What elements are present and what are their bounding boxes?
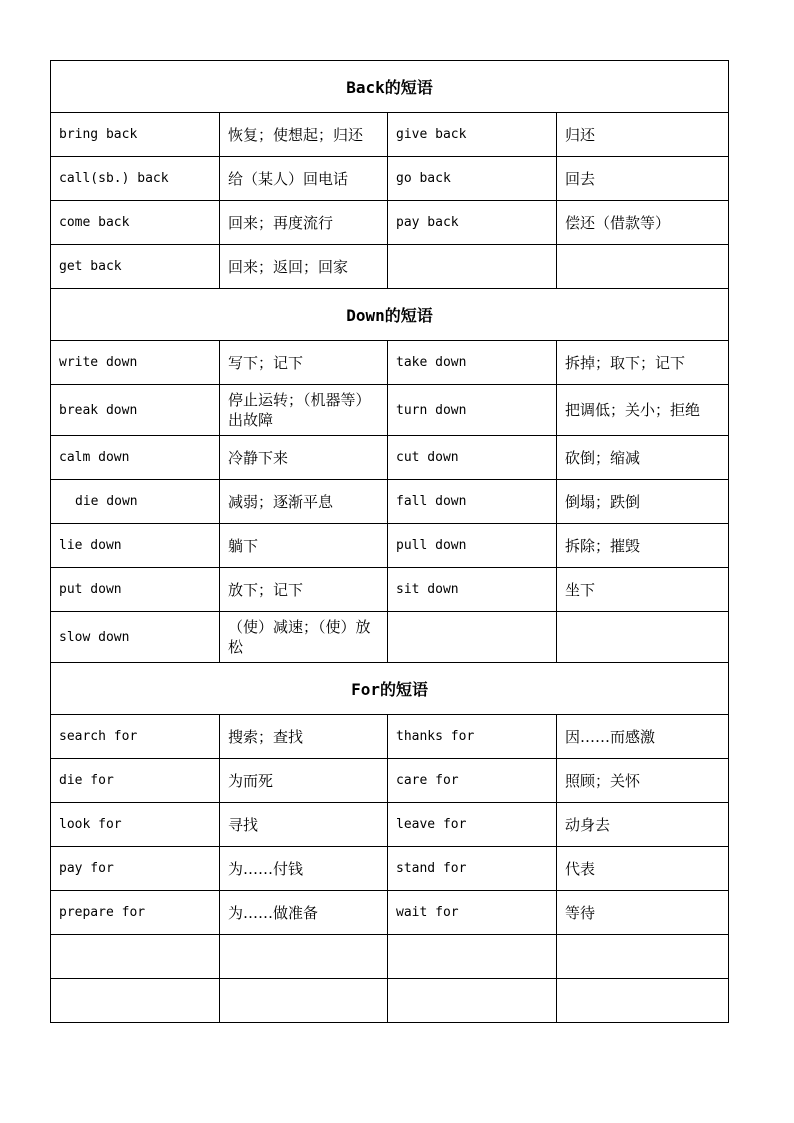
phrase-cell bbox=[388, 979, 557, 1023]
phrase-cell: bring back bbox=[51, 113, 220, 157]
meaning-cell: 砍倒；缩减 bbox=[557, 436, 729, 480]
meaning-cell: 为……付钱 bbox=[220, 847, 388, 891]
meaning-cell: 为而死 bbox=[220, 759, 388, 803]
phrase-cell: come back bbox=[51, 201, 220, 245]
table-row bbox=[51, 341, 729, 385]
phrase-table bbox=[50, 60, 729, 1023]
meaning-cell: 回去 bbox=[557, 157, 729, 201]
phrase-cell bbox=[388, 245, 557, 289]
phrase-cell: go back bbox=[388, 157, 557, 201]
phrase-cell bbox=[51, 979, 220, 1023]
table-row bbox=[51, 385, 729, 436]
table-row bbox=[51, 715, 729, 759]
phrase-cell: prepare for bbox=[51, 891, 220, 935]
meaning-cell: 恢复；使想起；归还 bbox=[220, 113, 388, 157]
table-row bbox=[51, 847, 729, 891]
meaning-cell bbox=[557, 245, 729, 289]
phrase-cell bbox=[51, 935, 220, 979]
section-title: Back的短语 bbox=[51, 61, 729, 113]
section-title: Down的短语 bbox=[51, 289, 729, 341]
table-row bbox=[51, 891, 729, 935]
phrase-cell bbox=[388, 935, 557, 979]
section-header-for bbox=[51, 663, 729, 715]
meaning-cell: 回来；再度流行 bbox=[220, 201, 388, 245]
meaning-cell: 冷静下来 bbox=[220, 436, 388, 480]
meaning-cell: 停止运转；（机器等）出故障 bbox=[220, 385, 388, 436]
phrase-cell: die down bbox=[51, 480, 220, 524]
phrase-cell: pay for bbox=[51, 847, 220, 891]
phrase-cell: leave for bbox=[388, 803, 557, 847]
phrase-cell: give back bbox=[388, 113, 557, 157]
table-row bbox=[51, 803, 729, 847]
section-title: For的短语 bbox=[51, 663, 729, 715]
table-row bbox=[51, 568, 729, 612]
meaning-cell: 动身去 bbox=[557, 803, 729, 847]
meaning-cell: 偿还（借款等） bbox=[557, 201, 729, 245]
meaning-cell: 代表 bbox=[557, 847, 729, 891]
phrase-cell: care for bbox=[388, 759, 557, 803]
phrase-cell: break down bbox=[51, 385, 220, 436]
meaning-cell: 搜索；查找 bbox=[220, 715, 388, 759]
phrase-cell: write down bbox=[51, 341, 220, 385]
meaning-cell: 坐下 bbox=[557, 568, 729, 612]
meaning-cell: 倒塌；跌倒 bbox=[557, 480, 729, 524]
table-row bbox=[51, 759, 729, 803]
phrase-cell: die for bbox=[51, 759, 220, 803]
phrase-cell bbox=[388, 612, 557, 663]
section-header-back bbox=[51, 61, 729, 113]
table-row bbox=[51, 113, 729, 157]
meaning-cell: （使）减速；（使）放松 bbox=[220, 612, 388, 663]
phrase-cell: call(sb.) back bbox=[51, 157, 220, 201]
phrase-cell: slow down bbox=[51, 612, 220, 663]
phrase-cell: cut down bbox=[388, 436, 557, 480]
meaning-cell: 回来；返回；回家 bbox=[220, 245, 388, 289]
table-row bbox=[51, 157, 729, 201]
table-row bbox=[51, 436, 729, 480]
meaning-cell: 等待 bbox=[557, 891, 729, 935]
phrase-cell: wait for bbox=[388, 891, 557, 935]
table-row bbox=[51, 524, 729, 568]
table-row bbox=[51, 612, 729, 663]
phrase-cell: look for bbox=[51, 803, 220, 847]
section-header-down bbox=[51, 289, 729, 341]
meaning-cell: 为……做准备 bbox=[220, 891, 388, 935]
table-row bbox=[51, 201, 729, 245]
meaning-cell bbox=[557, 979, 729, 1023]
phrase-cell: sit down bbox=[388, 568, 557, 612]
meaning-cell: 照顾；关怀 bbox=[557, 759, 729, 803]
meaning-cell bbox=[557, 612, 729, 663]
table-row bbox=[51, 480, 729, 524]
table-row bbox=[51, 245, 729, 289]
phrase-cell: put down bbox=[51, 568, 220, 612]
meaning-cell: 放下；记下 bbox=[220, 568, 388, 612]
meaning-cell: 把调低；关小；拒绝 bbox=[557, 385, 729, 436]
meaning-cell: 归还 bbox=[557, 113, 729, 157]
meaning-cell bbox=[557, 935, 729, 979]
meaning-cell: 拆除；摧毁 bbox=[557, 524, 729, 568]
phrase-cell: calm down bbox=[51, 436, 220, 480]
phrase-cell: thanks for bbox=[388, 715, 557, 759]
meaning-cell: 因……而感激 bbox=[557, 715, 729, 759]
phrase-cell: stand for bbox=[388, 847, 557, 891]
phrase-cell: get back bbox=[51, 245, 220, 289]
phrase-cell: pay back bbox=[388, 201, 557, 245]
table-row bbox=[51, 979, 729, 1023]
phrase-cell: lie down bbox=[51, 524, 220, 568]
meaning-cell: 拆掉；取下；记下 bbox=[557, 341, 729, 385]
meaning-cell: 躺下 bbox=[220, 524, 388, 568]
meaning-cell: 减弱；逐渐平息 bbox=[220, 480, 388, 524]
phrase-cell: fall down bbox=[388, 480, 557, 524]
meaning-cell: 写下；记下 bbox=[220, 341, 388, 385]
meaning-cell bbox=[220, 979, 388, 1023]
meaning-cell bbox=[220, 935, 388, 979]
table-row bbox=[51, 935, 729, 979]
phrase-cell: pull down bbox=[388, 524, 557, 568]
phrase-cell: take down bbox=[388, 341, 557, 385]
phrase-cell: search for bbox=[51, 715, 220, 759]
meaning-cell: 给（某人）回电话 bbox=[220, 157, 388, 201]
meaning-cell: 寻找 bbox=[220, 803, 388, 847]
phrase-cell: turn down bbox=[388, 385, 557, 436]
